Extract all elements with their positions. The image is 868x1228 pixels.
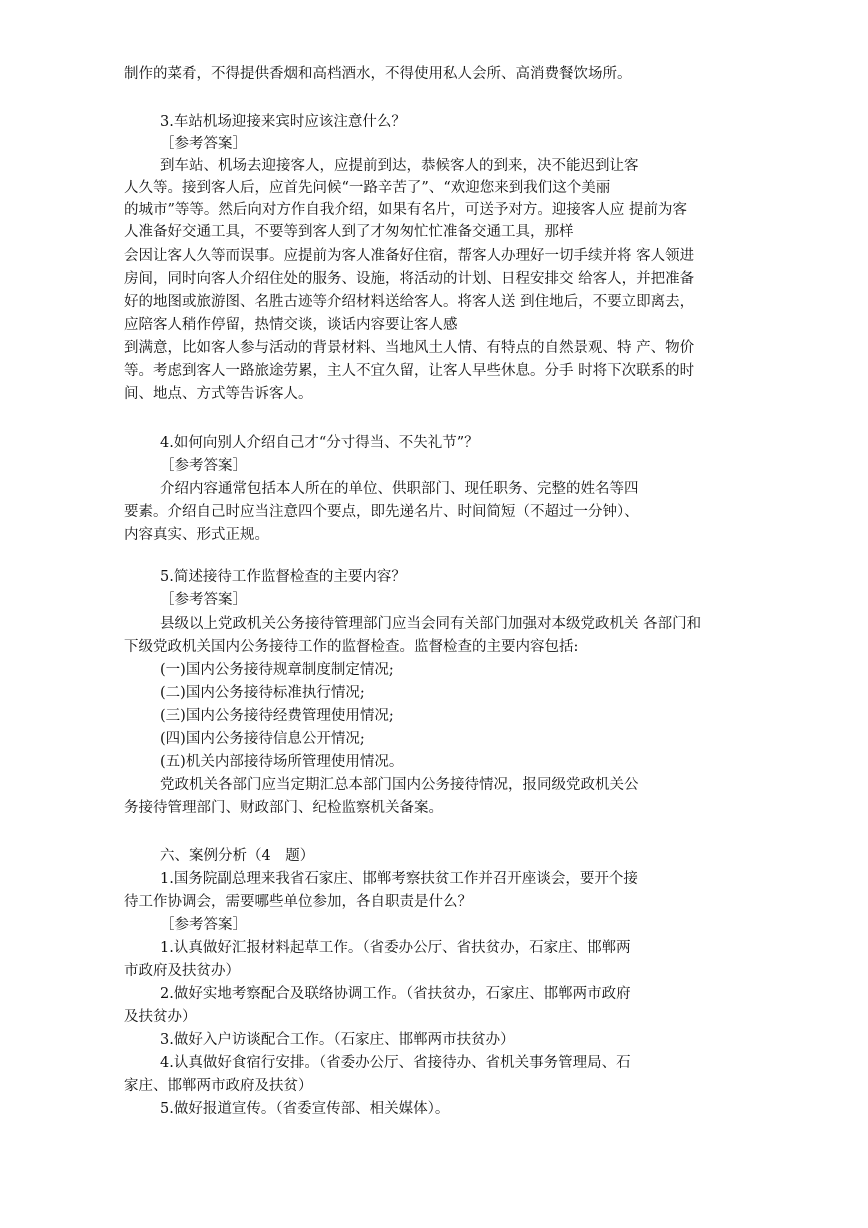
answer-label: ［参考答案］ — [160, 458, 247, 474]
text-line: 县级以上党政机关公务接待管理部门应当会同有关部门加强对本级党政机关 各部门和 — [160, 616, 702, 632]
text-line: 下级党政机关国内公务接待工作的监督检查。监督检查的主要内容包括: — [124, 639, 579, 655]
list-item: (四)国内公务接待信息公开情况; — [160, 731, 365, 747]
text-line: 人久等。接到客人后，应首先问候“一路辛苦了”、“欢迎您来到我们这个美丽 — [124, 180, 611, 196]
text-line: 间、地点、方式等告诉客人。 — [124, 386, 313, 402]
text-line: 制作的菜肴，不得提供香烟和高档酒水，不得使用私人会所、高消费餐饮场所。 — [124, 66, 632, 82]
text-line: 到满意，比如客人参与活动的背景材料、当地风土人情、有特点的自然景观、特 产、物价 — [124, 340, 695, 356]
text-line: 介绍内容通常包括本人所在的单位、供职部门、现任职务、完整的姓名等四 — [160, 481, 639, 497]
text-line: 家庄、邯郸两市政府及扶贫） — [124, 1078, 313, 1094]
list-item: 4.认真做好食宿行安排。（省委办公厅、省接待办、省机关事务管理局、石 — [160, 1055, 631, 1071]
text-line: 应陪客人稍作停留，热情交谈，谈话内容要让客人感 — [124, 317, 458, 333]
question-heading: 4.如何向别人介绍自己才“分寸得当、不失礼节”？ — [160, 435, 479, 451]
list-item: 3.做好入户访谈配合工作。（石家庄、邯郸两市扶贫办） — [160, 1032, 515, 1048]
question-heading: 3.车站机场迎接来宾时应该注意什么？ — [160, 114, 406, 130]
text-line: 会因让客人久等而误事。应提前为客人准备好住宿，帮客人办理好一切手续并将 客人领进 — [124, 248, 695, 264]
question-heading: 5.简述接待工作监督检查的主要内容？ — [160, 569, 406, 585]
text-line: 党政机关各部门应当定期汇总本部门国内公务接待情况，报同级党政机关公 — [160, 777, 639, 793]
text-line: 的城市”等等。然后向对方作自我介绍，如果有名片，可送予对方。迎接客人应 提前为客 — [124, 202, 688, 218]
list-item: (一)国内公务接待规章制度制定情况; — [160, 662, 394, 678]
text-line: 好的地图或旅游图、名胜古迹等介绍材料送给客人。将客人送 到住地后，不要立即离去， — [124, 294, 695, 310]
answer-label: ［参考答案］ — [160, 592, 247, 608]
list-item: 1.认真做好汇报材料起草工作。（省委办公厅、省扶贫办，石家庄、邯郸两 — [160, 940, 631, 956]
text-line: 内容真实、形式正规。 — [124, 527, 269, 543]
list-item: 2.做好实地考察配合及联络协调工作。（省扶贫办，石家庄、邯郸两市政府 — [160, 986, 631, 1002]
text-line: 等。考虑到客人一路旅途劳累，主人不宜久留，让客人早些休息。分手 时将下次联系的时 — [124, 363, 695, 379]
list-item: (二)国内公务接待标准执行情况; — [160, 685, 365, 701]
answer-label: ［参考答案］ — [160, 917, 247, 933]
text-line: 待工作协调会，需要哪些单位参加，各自职责是什么？ — [124, 894, 472, 910]
answer-label: ［参考答案］ — [160, 136, 247, 152]
question-heading: 1.国务院副总理来我省石家庄、邯郸考察扶贫工作并召开座谈会，要开个接 — [160, 871, 638, 887]
text-line: 务接待管理部门、财政部门、纪检监察机关备案。 — [124, 800, 443, 816]
list-item: (三)国内公务接待经费管理使用情况; — [160, 708, 394, 724]
text-line: 到车站、机场去迎接客人，应提前到达，恭候客人的到来，决不能迟到让客 — [160, 158, 639, 174]
section-heading: 六、案例分析（4 题） — [160, 848, 315, 864]
text-line: 及扶贫办） — [124, 1009, 197, 1025]
text-line: 市政府及扶贫办） — [124, 963, 240, 979]
list-item: 5.做好报道宣传。（省委宣传部、相关媒体）。 — [160, 1101, 450, 1117]
text-line: 房间，同时向客人介绍住处的服务、设施，将活动的计划、日程安排交 给客人，并把准备 — [124, 271, 695, 287]
text-line: 要素。介绍自己时应当注意四个要点，即先递名片、时间简短（不超过一分钟）、 — [124, 504, 639, 520]
text-line: 人准备好交通工具，不要等到客人到了才匆匆忙忙准备交通工具，那样 — [124, 224, 574, 240]
list-item: (五)机关内部接待场所管理使用情况。 — [160, 754, 404, 770]
